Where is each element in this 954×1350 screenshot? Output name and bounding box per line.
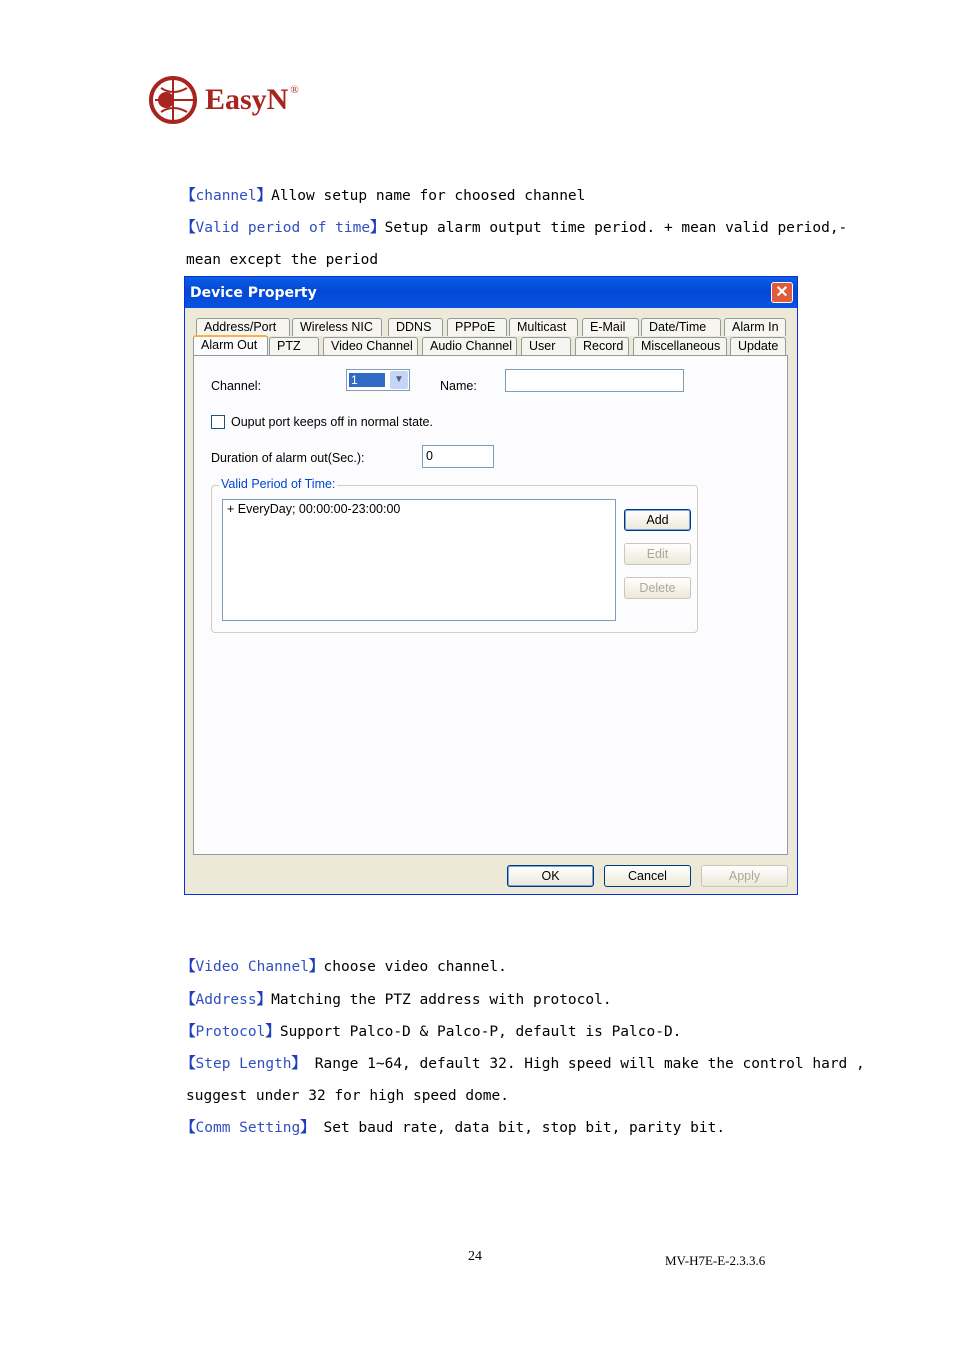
checkbox-label: Ouput port keeps off in normal state.: [231, 415, 433, 429]
list-item[interactable]: + EveryDay; 00:00:00-23:00:00: [227, 502, 401, 516]
channel-label: Channel:: [211, 379, 262, 393]
tab-email[interactable]: E-Mail: [582, 318, 639, 336]
tab-ddns[interactable]: DDNS: [388, 318, 443, 336]
delete-button[interactable]: Delete: [624, 577, 691, 599]
group-title: Valid Period of Time:: [221, 477, 336, 491]
description: Allow setup name for choosed channel: [271, 188, 586, 204]
ok-button[interactable]: OK: [507, 865, 594, 887]
description: choose video channel.: [323, 959, 507, 975]
keyword: Address: [195, 992, 257, 1008]
cancel-button[interactable]: Cancel: [604, 865, 691, 887]
output-off-checkbox[interactable]: [211, 415, 225, 429]
keyword: channel: [195, 188, 257, 204]
keyword: Comm Setting: [195, 1120, 301, 1136]
tab-update[interactable]: Update: [730, 337, 786, 355]
period-list[interactable]: [222, 499, 616, 621]
dialog-title: Device Property: [190, 285, 317, 301]
tab-user[interactable]: User: [521, 337, 571, 355]
keyword: Video Channel: [195, 959, 309, 975]
description: Support Palco-D & Palco-P, default is Palco-D.: [279, 1024, 682, 1040]
channel-select[interactable]: [346, 369, 410, 391]
chevron-down-icon[interactable]: ▼: [390, 371, 408, 389]
intro-valid-period: 【Valid period of time】Setup alarm output time period. + mean valid period,-: [181, 220, 848, 236]
item-video-channel: 【Video Channel】choose video channel.: [181, 959, 507, 975]
item-step-length: 【Step Length】 Range 1~64, default 32. High speed will make the control hard ,: [181, 1056, 865, 1072]
keyword: Valid period of time: [195, 220, 371, 236]
close-icon: ✕: [775, 284, 789, 301]
document-code: MV-H7E-E-2.3.3.6: [665, 1253, 766, 1268]
item-continuation: suggest under 32 for high speed dome.: [186, 1088, 510, 1104]
name-input[interactable]: [505, 369, 684, 392]
close-button[interactable]: [771, 282, 793, 303]
name-label: Name:: [440, 379, 477, 393]
description: Set baud rate, data bit, stop bit, parity bit.: [314, 1120, 726, 1136]
tab-pppoe[interactable]: PPPoE: [447, 318, 507, 336]
easyn-logo: [147, 73, 299, 127]
globe-logo-icon: [147, 74, 199, 126]
tab-alarm-in[interactable]: Alarm In: [724, 318, 786, 336]
keyword: Protocol: [195, 1024, 266, 1040]
page-number: 24: [468, 1249, 482, 1264]
intro-continuation: mean except the period: [186, 252, 379, 268]
edit-button[interactable]: Edit: [624, 543, 691, 565]
channel-selected-value: 1: [349, 373, 385, 387]
duration-label: Duration of alarm out(Sec.):: [211, 451, 365, 465]
tab-record[interactable]: Record: [575, 337, 629, 355]
tab-miscellaneous[interactable]: Miscellaneous: [633, 337, 727, 355]
duration-input[interactable]: 0: [422, 445, 494, 468]
description: Setup alarm output time period. + mean valid period,-: [384, 220, 848, 236]
tab-address-port[interactable]: Address/Port: [196, 318, 290, 336]
logo-text: EasyN: [205, 83, 289, 116]
tab-multicast[interactable]: Multicast: [509, 318, 578, 336]
device-property-dialog: [184, 276, 798, 895]
description: Range 1~64, default 32. High speed will make the control hard ,: [306, 1056, 865, 1072]
keyword: Step Length: [195, 1056, 292, 1072]
apply-button[interactable]: Apply: [701, 865, 788, 887]
item-address: 【Address】Matching the PTZ address with protocol.: [181, 992, 612, 1008]
dialog-titlebar[interactable]: [185, 277, 797, 308]
description: Matching the PTZ address with protocol.: [271, 992, 612, 1008]
add-button[interactable]: Add: [624, 509, 691, 531]
item-comm-setting: 【Comm Setting】 Set baud rate, data bit, stop bit, parity bit.: [181, 1120, 726, 1136]
tab-wireless-nic[interactable]: Wireless NIC: [292, 318, 382, 336]
intro-channel: 【channel】Allow setup name for choosed channel: [181, 188, 586, 204]
tab-video-channel[interactable]: Video Channel: [323, 337, 418, 355]
tab-audio-channel[interactable]: Audio Channel: [422, 337, 517, 355]
item-protocol: 【Protocol】Support Palco-D & Palco-P, default is Palco-D.: [181, 1024, 682, 1040]
tab-alarm-out[interactable]: Alarm Out: [193, 335, 268, 355]
registered-mark: ®: [290, 84, 299, 96]
tab-date-time[interactable]: Date/Time: [641, 318, 721, 336]
tab-ptz[interactable]: PTZ: [269, 337, 319, 355]
